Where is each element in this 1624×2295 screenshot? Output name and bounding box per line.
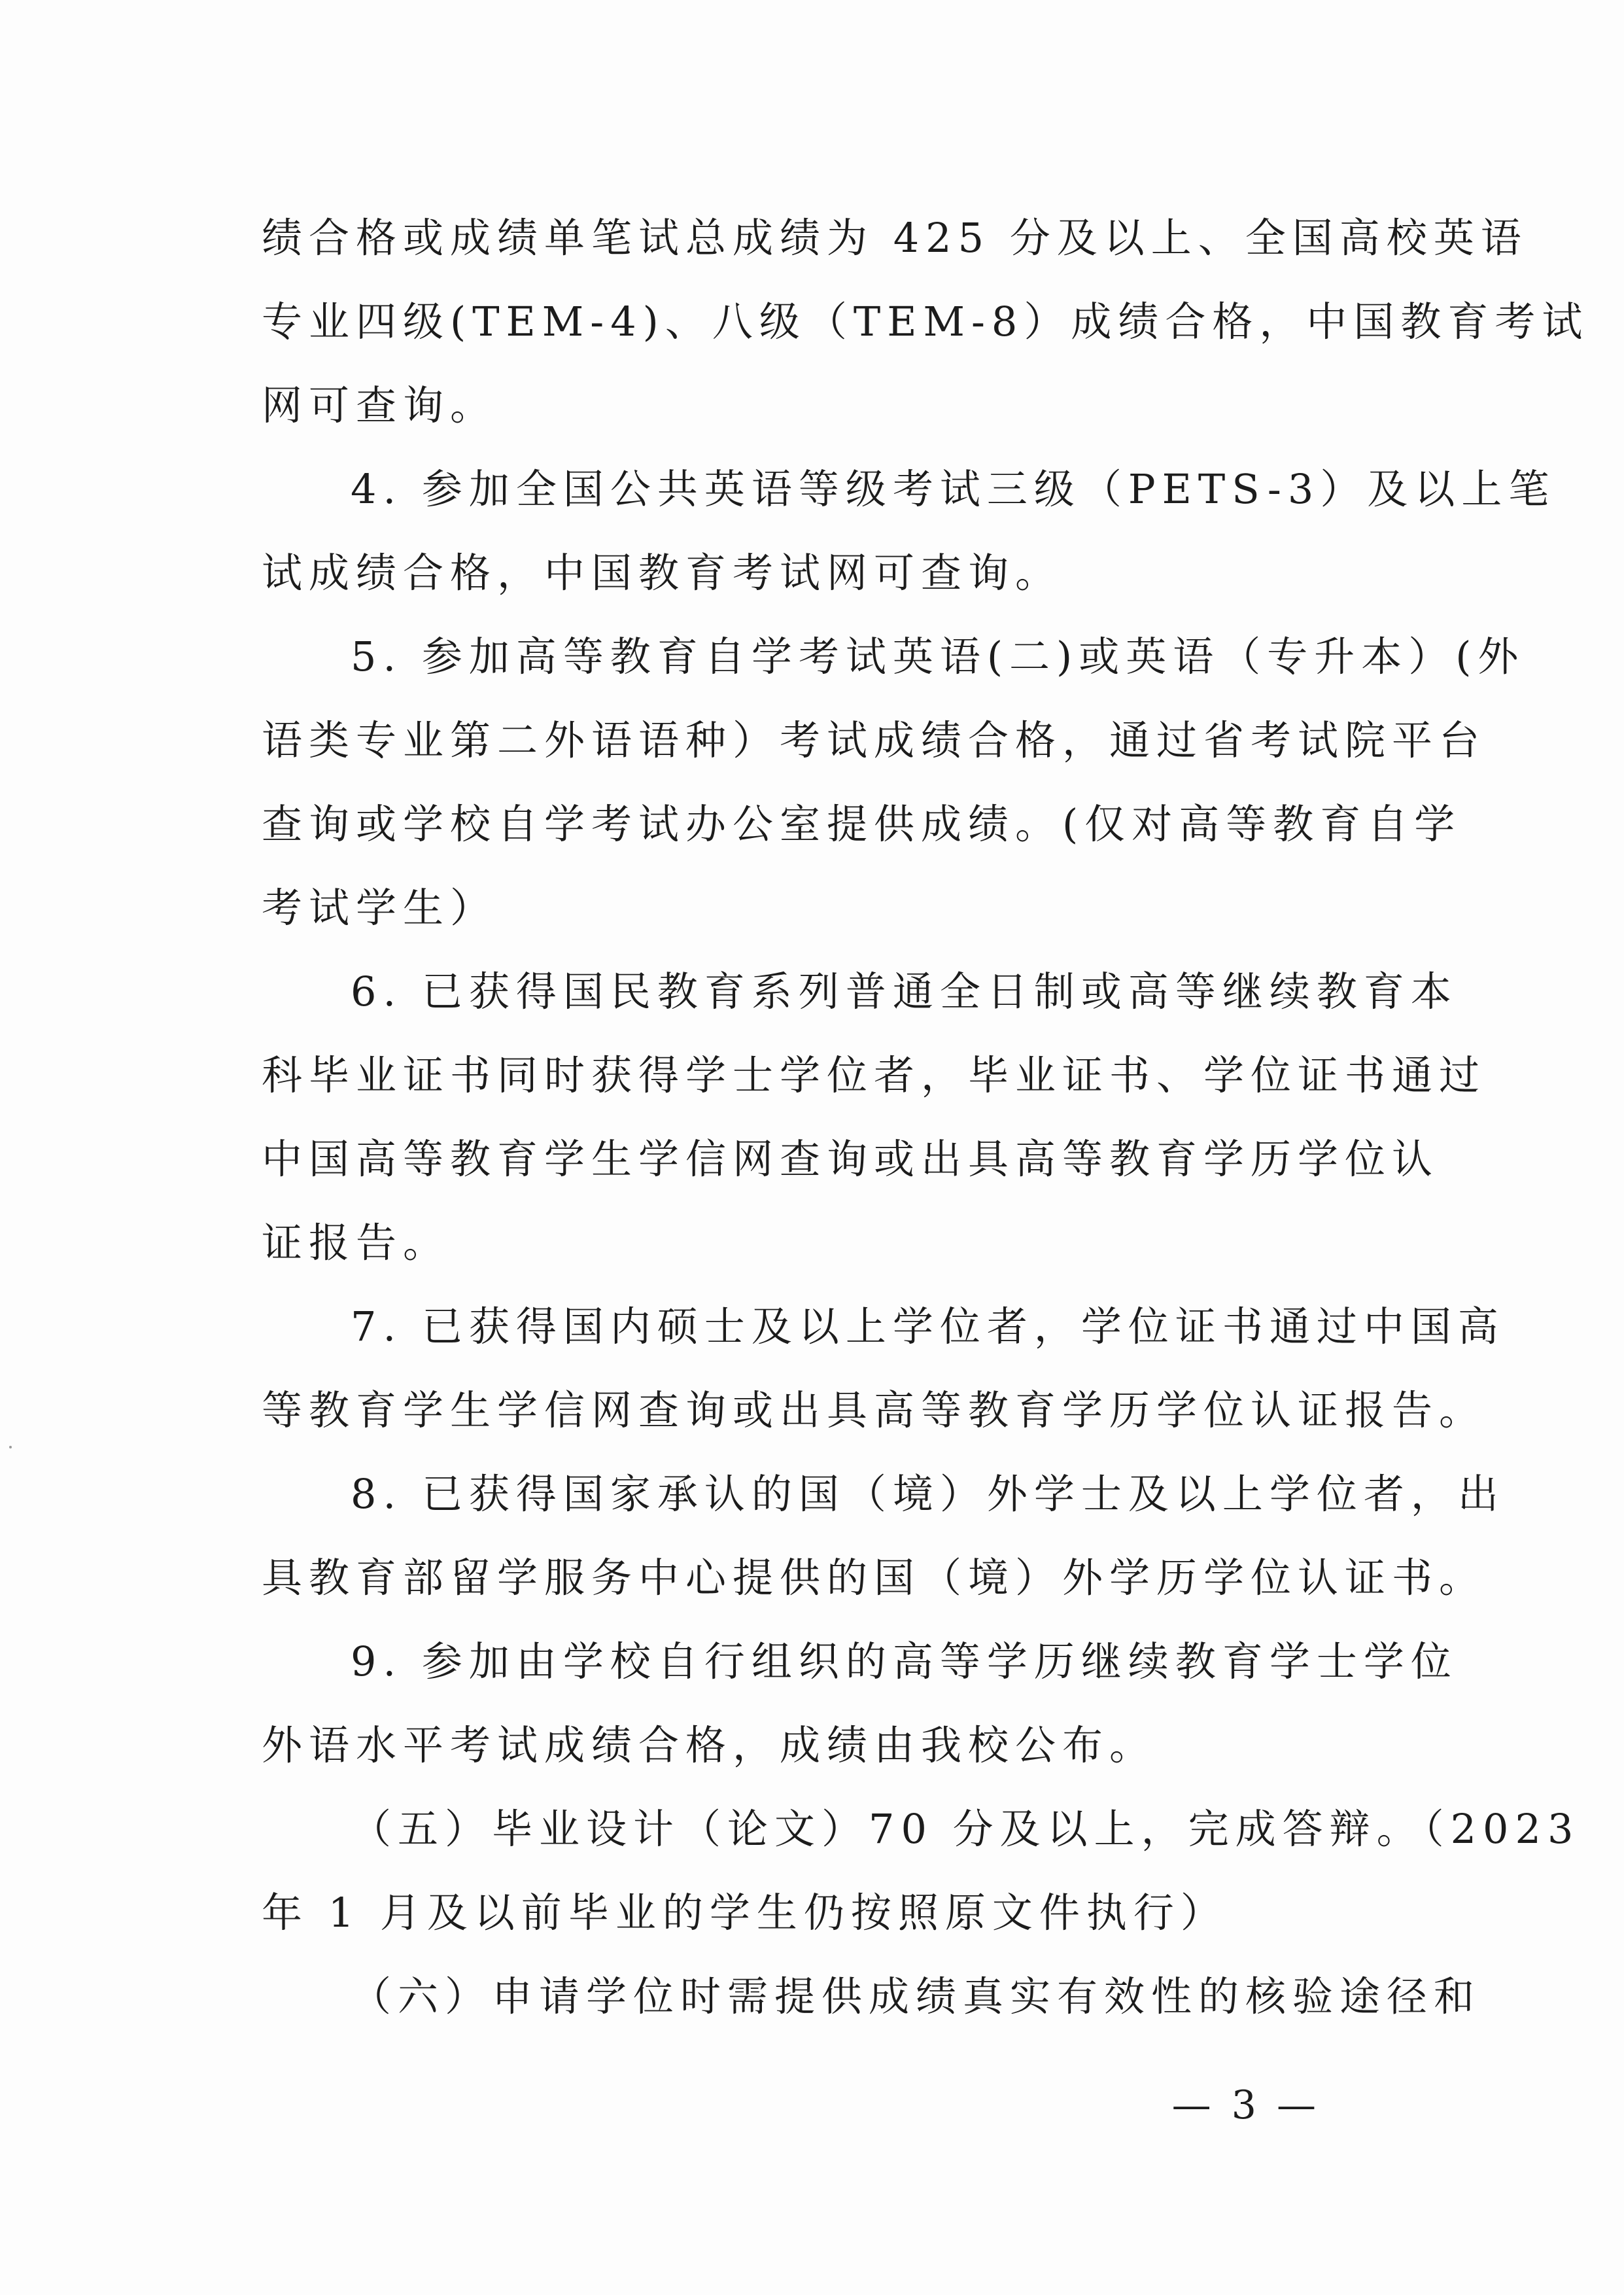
text-line: 具教育部留学服务中心提供的国（境）外学历学位认证书。 <box>262 1554 1487 1602</box>
text-line: 网可查询。 <box>262 381 498 429</box>
text-line: 年 1 月及以前毕业的学生仍按照原文件执行） <box>262 1889 1228 1936</box>
page-number: — 3 — <box>1171 2082 1320 2128</box>
text-line: 等教育学生学信网查询或出具高等教育学历学位认证报告。 <box>262 1386 1487 1434</box>
section-5-paragraph: （五）毕业设计（论文）70 分及以上，完成答辩。（2023 <box>351 1805 1580 1853</box>
list-item-9: 9. 参加由学校自行组织的高等学历继续教育学士学位 <box>351 1638 1458 1685</box>
text-line: 外语水平考试成绩合格，成绩由我校公布。 <box>262 1721 1157 1769</box>
body-text <box>262 196 1589 2039</box>
text-line: 绩合格或成绩单笔试总成绩为 425 分及以上、全国高校英语 <box>262 214 1528 262</box>
text-line: 中国高等教育学生学信网查询或出具高等教育学历学位认 <box>262 1135 1440 1183</box>
text-line: 科毕业证书同时获得学士学位者，毕业证书、学位证书通过 <box>262 1051 1487 1099</box>
list-item-4: 4. 参加全国公共英语等级考试三级（PETS-3）及以上笔 <box>351 465 1556 513</box>
text-line: 试成绩合格，中国教育考试网可查询。 <box>262 549 1063 597</box>
text-line: 语类专业第二外语语种）考试成绩合格，通过省考试院平台 <box>262 716 1487 764</box>
text-line: 考试学生） <box>262 884 498 932</box>
scan-speck <box>9 1446 12 1448</box>
text-line: 查询或学校自学考试办公室提供成绩。(仅对高等教育自学 <box>262 800 1462 848</box>
text-line: 专业四级(TEM-4)、八级（TEM-8）成绩合格，中国教育考试 <box>262 298 1589 345</box>
list-item-6: 6. 已获得国民教育系列普通全日制或高等继续教育本 <box>351 968 1458 1015</box>
list-item-8: 8. 已获得国家承认的国（境）外学士及以上学位者，出 <box>351 1470 1505 1518</box>
list-item-7: 7. 已获得国内硕士及以上学位者，学位证书通过中国高 <box>351 1303 1505 1350</box>
section-6-paragraph: （六）申请学位时需提供成绩真实有效性的核验途径和 <box>351 1972 1481 2020</box>
text-line: 证报告。 <box>262 1219 451 1267</box>
list-item-5: 5. 参加高等教育自学考试英语(二)或英语（专升本）(外 <box>351 633 1525 680</box>
